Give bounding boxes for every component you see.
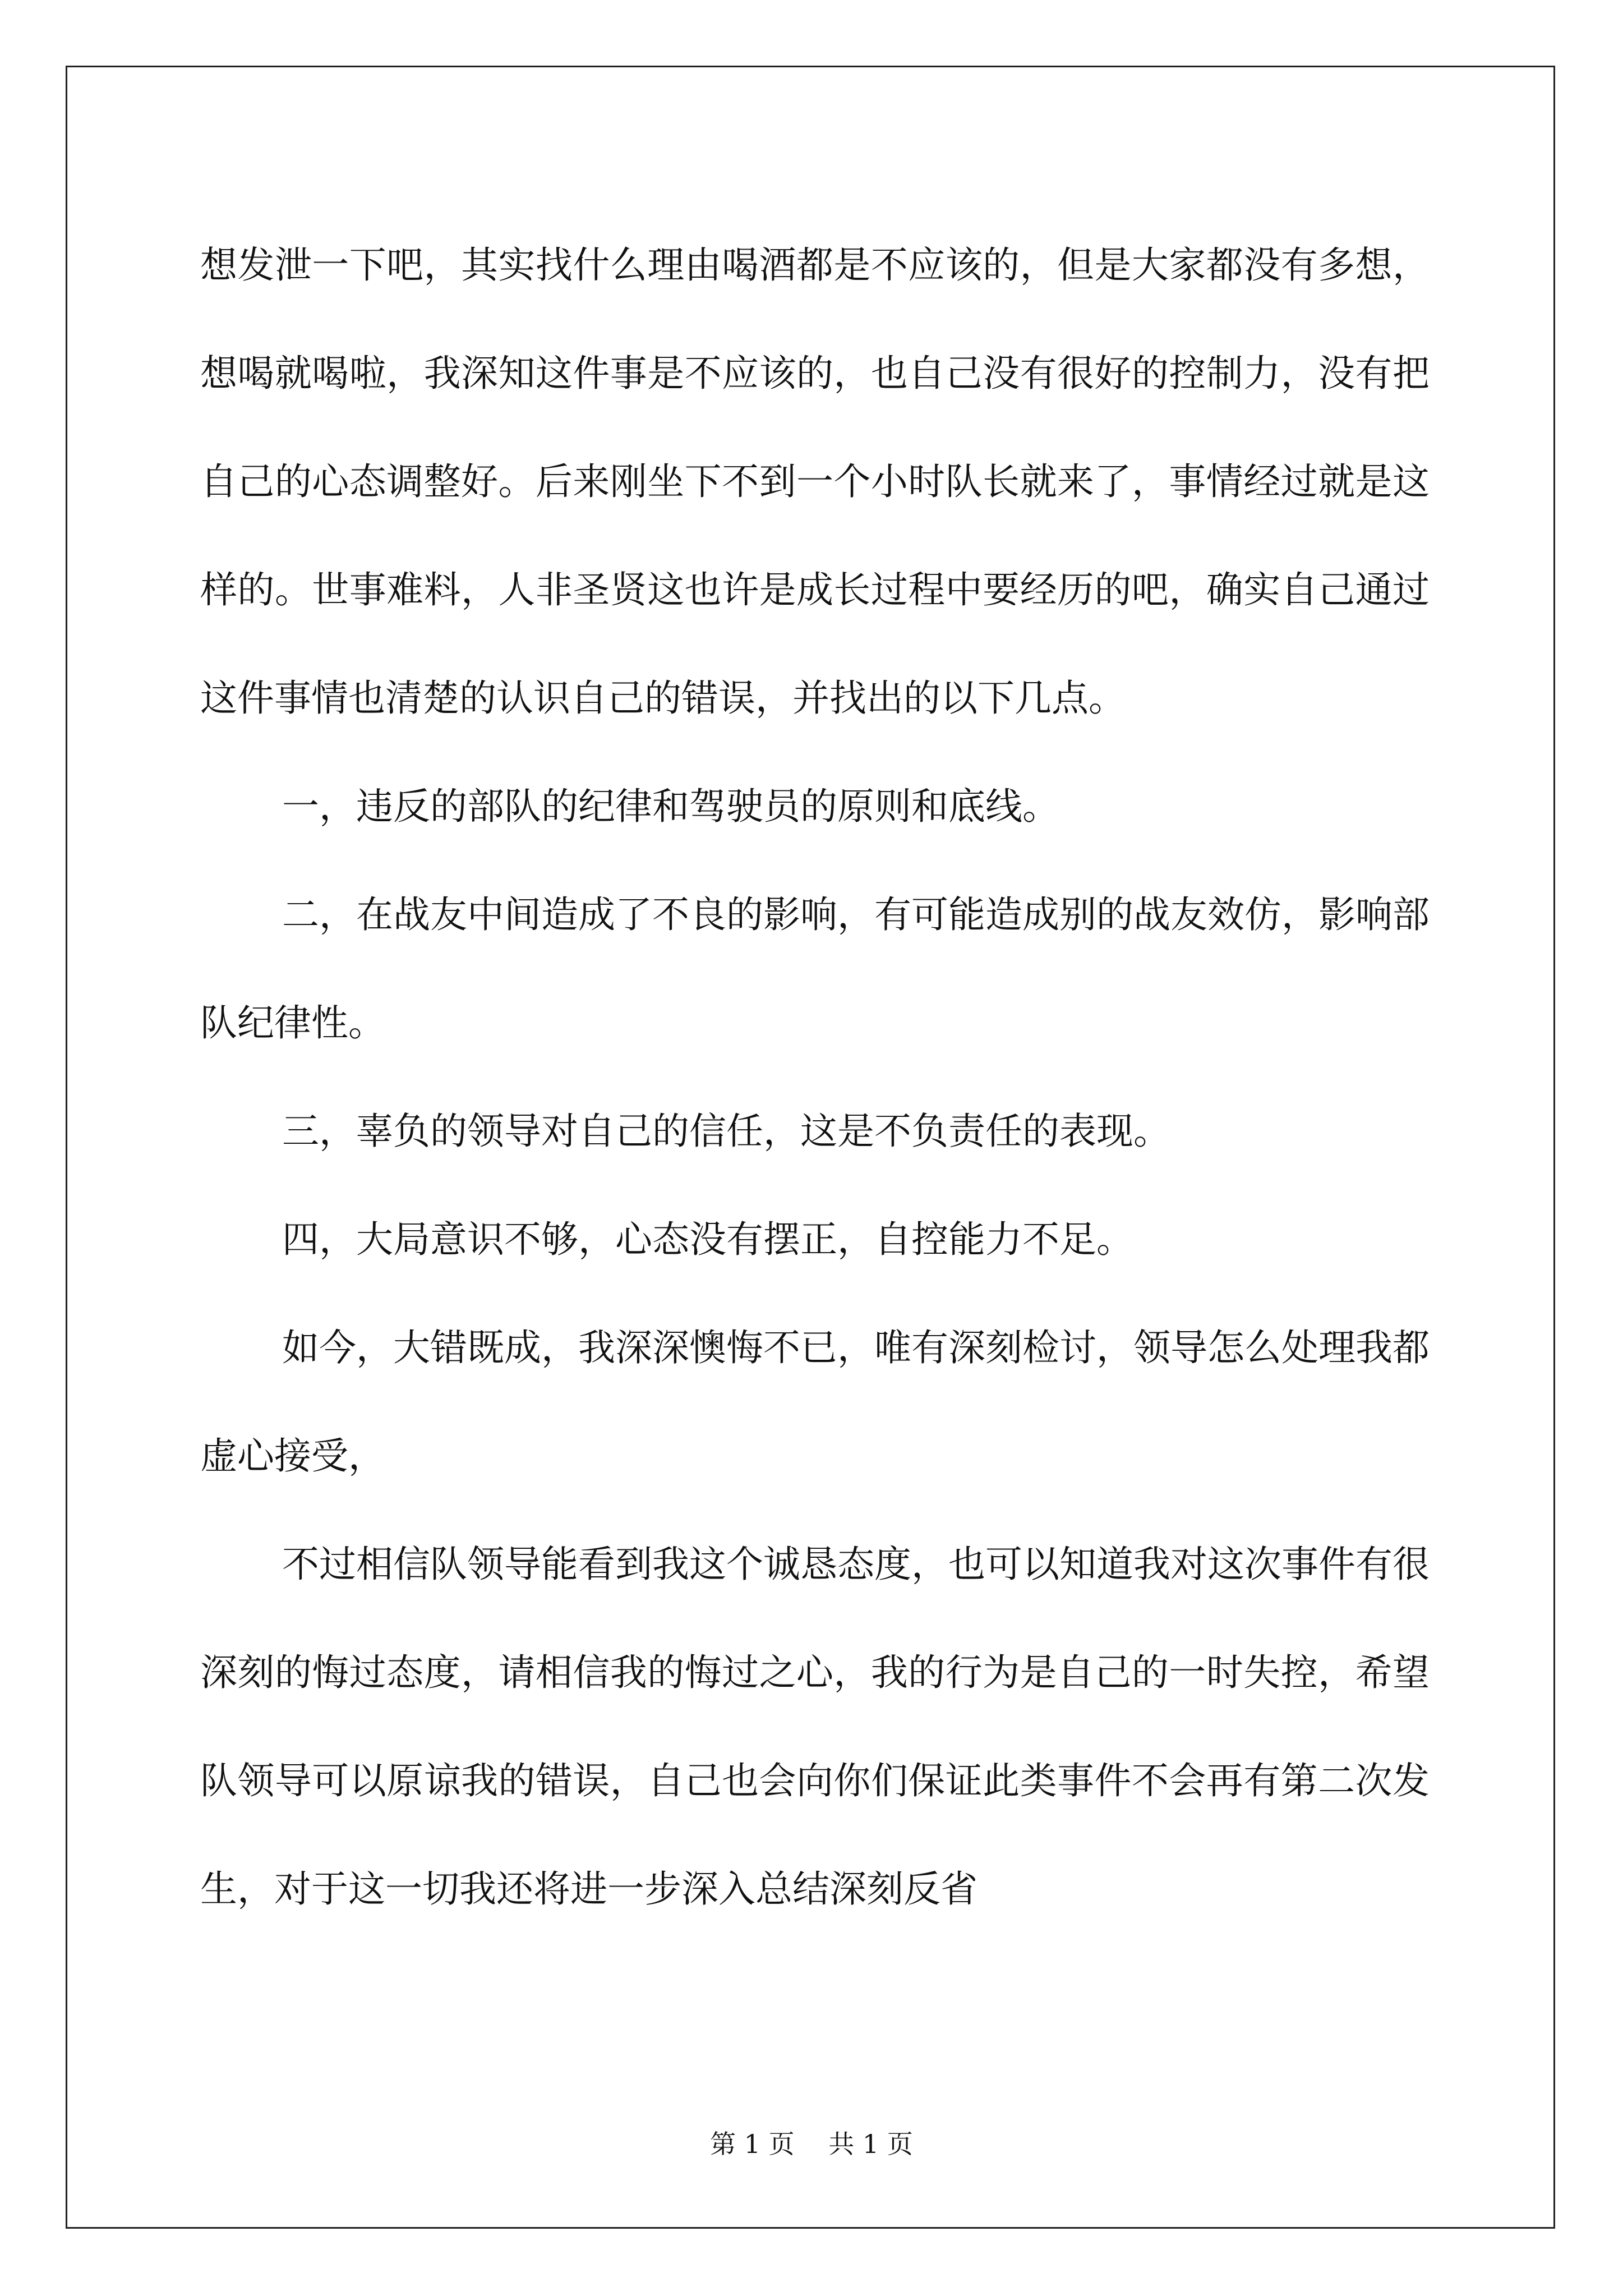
document-body (200, 211, 1430, 1943)
paragraph-point-1: 一，违反的部队的纪律和驾驶员的原则和底线。 (282, 785, 1059, 828)
paragraph-point-2: 二，在战友中间造成了不良的影响，有可能造成别的战友效仿，影响部队纪律性。 (200, 893, 1430, 1045)
paragraph-continuation: 想发泄一下吧，其实找什么理由喝酒都是不应该的，但是大家都没有多想，想喝就喝啦，我深知这件事是不应该的，也自己没有很好的控制力，没有把自己的心态调整好。后来刚坐下不到一个小时队长就来了，事情经过就是这样的。世事难料，人非圣贤这也许是成长过程中要经历的吧，确实自己通过这件事情也清楚的认识自己的错误，并找出的以下几点。 (200, 243, 1430, 720)
paragraph-regret: 如今，大错既成，我深深懊悔不已，唯有深刻检讨，领导怎么处理我都虚心接受， (200, 1326, 1430, 1478)
paragraph-promise: 不过相信队领导能看到我这个诚恳态度，也可以知道我对这次事件有很深刻的悔过态度，请相信我的悔过之心，我的行为是自己的一时失控，希望队领导可以原谅我的错误，自己也会向你们保证此类事件不会再有第二次发生，对于这一切我还将进一步深入总结深刻反省 (200, 1543, 1430, 1911)
paragraph-point-3: 三，辜负的领导对自己的信任，这是不负责任的表现。 (282, 1110, 1170, 1153)
page-number-footer: 第 1 页 共 1 页 (710, 2129, 913, 2159)
paragraph-point-4: 四，大局意识不够，心态没有摆正，自控能力不足。 (282, 1218, 1133, 1261)
